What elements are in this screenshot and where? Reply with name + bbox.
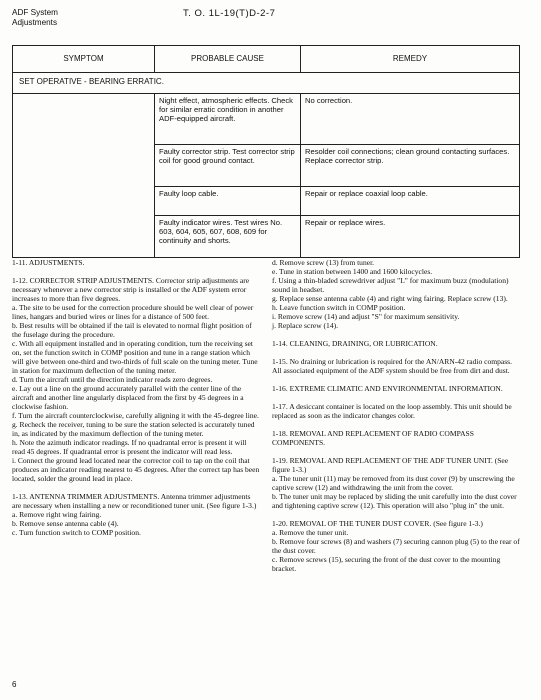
paragraph: a. The tuner unit (11) may be removed from its dust cover (9) by unscrewing the captive screw (12) and withdrawing the unit from the cover. — [272, 474, 515, 493]
paragraph: d. Remove screw (13) from tuner. — [272, 258, 375, 267]
paragraph: j. Replace screw (14). — [272, 321, 339, 331]
paragraph: i. Connect the ground lead located near the corrector coil to tap on the coil that produces an indicator reading nearest to 45 degrees. After the correct tap has been located, solder the ground lead in place. — [12, 456, 260, 484]
paragraph: b. Remove sense antenna cable (4). — [12, 519, 119, 529]
cause-cell: Faulty corrector strip. Test corrector strip coil for good ground contact. — [155, 145, 301, 187]
cause-cell: Faulty indicator wires. Test wires No. 603, 604, 605, 607, 608, 609 for continuity and shorts. — [155, 216, 301, 258]
cause-cell: Faulty loop cable. — [155, 187, 301, 216]
paragraph: b. Remove four screws (8) and washers (7) securing cannon plug (5) to the rear of the dust cover. — [272, 537, 520, 556]
header-symptom: SYMPTOM — [13, 46, 155, 73]
paragraph: 1-15. No draining or lubrication is required for the AN/ARN-42 radio compass. All associated equipment of the ADF system should be free from dirt and dust. — [272, 357, 512, 376]
table-row — [13, 145, 520, 187]
document-number: T. O. 1L-19(T)D-2-7 — [183, 8, 276, 19]
section-header — [12, 8, 58, 28]
symptom-cell — [13, 145, 155, 187]
paragraph: i. Remove screw (14) and adjust "S" for maximum sensitivity. — [272, 312, 460, 322]
table-row — [13, 216, 520, 258]
paragraph: 1-12. CORRECTOR STRIP ADJUSTMENTS. Corrector strip adjustments are necessary whenever a new corrector strip is installed or the ADF system error increases to more than five degrees. — [12, 276, 250, 304]
paragraph: a. The site to be used for the correction procedure should be well clear of power lines, hangars and buried wires or lines for a distance of 500 feet. — [12, 303, 254, 322]
paragraph: c. Remove screws (15), securing the front of the dust cover to the mounting bracket. — [272, 555, 501, 574]
section-title: SET OPERATIVE - BEARING ERRATIC. — [13, 73, 520, 94]
page-number: 6 — [12, 680, 17, 689]
section-row — [13, 73, 520, 94]
symptom-cell — [13, 187, 155, 216]
paragraph: a. Remove the tuner unit. — [272, 528, 349, 538]
table-row — [13, 94, 520, 145]
remedy-cell: No correction. — [301, 94, 520, 145]
troubleshooting-table — [12, 45, 520, 258]
section-header-line1: ADF System — [12, 8, 58, 17]
symptom-cell — [13, 216, 155, 258]
remedy-cell: Resolder coil connections; clean ground contacting surfaces. Replace corrector strip. — [301, 145, 520, 187]
remedy-cell: Repair or replace coaxial loop cable. — [301, 187, 520, 216]
paragraph: c. With all equipment installed and in operating condition, turn the receiving set on, set the function switch in COMP position and tune in a range station which will give between one-third and two-thirds of full scale on the tuning meter. Tune in station for maximum deflection of the tuning meter. — [12, 339, 258, 376]
paragraph: b. The tuner unit may be replaced by sliding the unit carefully into the dust cover and tightening captive screw (12). This operation will also "plug in" the unit. — [272, 492, 517, 511]
paragraph: f. Turn the aircraft counterclockwise, carefully aligning it with the 45-degree line. — [12, 411, 259, 421]
symptom-cell — [13, 94, 155, 145]
paragraph-heading: 1-11. ADJUSTMENTS. — [12, 258, 85, 267]
paragraph: 1-20. REMOVAL OF THE TUNER DUST COVER. (See figure 1-3.) — [272, 519, 483, 529]
paragraph-heading: 1-16. EXTREME CLIMATIC AND ENVIRONMENTAL INFORMATION. — [272, 384, 503, 394]
header-remedy: REMEDY — [301, 46, 520, 73]
paragraph: d. Turn the aircraft until the direction indicator reads zero degrees. — [12, 375, 213, 385]
paragraph: e. Tune in station between 1400 and 1600 kilocycles. — [272, 267, 433, 277]
paragraph-heading: 1-14. CLEANING, DRAINING, OR LUBRICATION. — [272, 339, 438, 349]
paragraph: 1-17. A desiccant container is located on the loop assembly. This unit should be replaced as soon as the indicator changes color. — [272, 402, 512, 421]
cause-cell: Night effect, atmospheric effects. Check for similar erratic condition in another ADF-equipped aircraft. — [155, 94, 301, 145]
paragraph: b. Best results will be obtained if the tail is elevated to normal flight position of the fuselage during the procedure. — [12, 321, 252, 340]
header-probable-cause: PROBABLE CAUSE — [155, 46, 301, 73]
paragraph: g. Recheck the receiver, tuning to be sure the station selected is accurately tuned in, as indicated by the maximum deflection of the tuning meter. — [12, 420, 255, 439]
paragraph: 1-13. ANTENNA TRIMMER ADJUSTMENTS. Antenna trimmer adjustments are necessary when installing a new or reconditioned tuner unit. (See figure 1-3.) — [12, 492, 257, 511]
paragraph: h. Note the azimuth indicator readings. If no quadrantal error is present it will read 45 degrees. If quadrantal error is present the indicator will read less. — [12, 438, 247, 457]
paragraph: g. Replace sense antenna cable (4) and right wing fairing. Replace screw (13). — [272, 294, 508, 304]
paragraph: c. Turn function switch to COMP position. — [12, 528, 141, 538]
left-column — [12, 258, 260, 537]
remedy-cell: Repair or replace wires. — [301, 216, 520, 258]
paragraph: 1-19. REMOVAL AND REPLACEMENT OF THE ADF TUNER UNIT. (See figure 1-3.) — [272, 456, 509, 475]
paragraph-heading: 1-18. REMOVAL AND REPLACEMENT OF RADIO COMPASS COMPONENTS. — [272, 429, 474, 448]
table-header-row — [13, 46, 520, 73]
table-row — [13, 187, 520, 216]
paragraph: h. Leave function switch in COMP position. — [272, 303, 406, 313]
section-header-line2: Adjustments — [12, 18, 58, 27]
right-column — [272, 258, 522, 573]
paragraph: a. Remove right wing fairing. — [12, 510, 102, 520]
paragraph: e. Lay out a line on the ground accurately parallel with the center line of the aircraft and another line angularly displaced from the first by 45 degrees in a clockwise fashion. — [12, 384, 244, 412]
paragraph: f. Using a thin-bladed screwdriver adjust "L" for maximum buzz (modulation) sound in headset. — [272, 276, 509, 295]
